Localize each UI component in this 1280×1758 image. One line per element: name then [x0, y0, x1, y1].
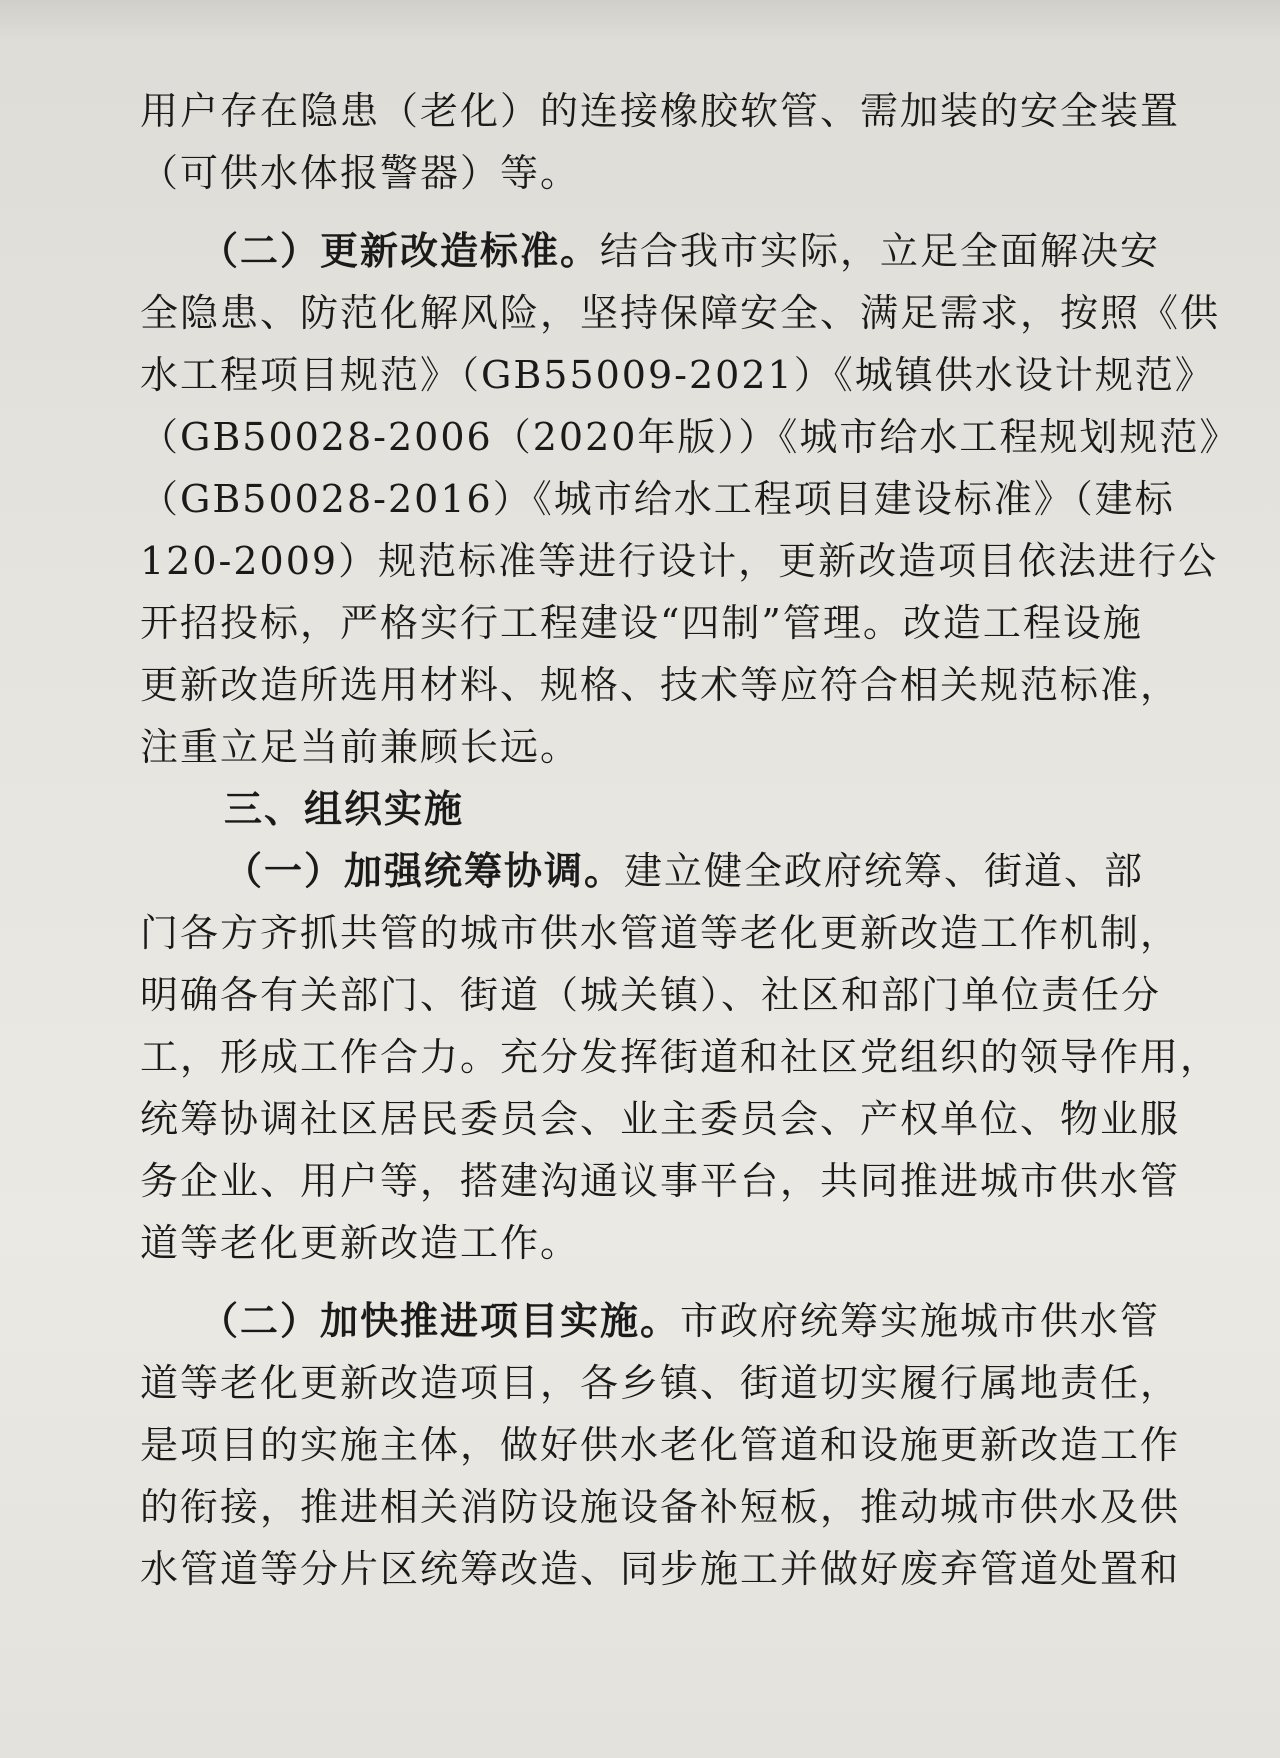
- text-line: 道等老化更新改造项目，各乡镇、街道切实履行属地责任，: [140, 1361, 1181, 1405]
- text-line: 统筹协调社区居民委员会、业主委员会、产权单位、物业服: [140, 1097, 1181, 1141]
- text-line: 开招投标，严格实行工程建设“四制”管理。改造工程设施: [140, 601, 1143, 645]
- section-heading-organize: 三、组织实施: [224, 786, 465, 831]
- text-span: 市政府统筹实施城市供水管: [680, 1299, 1161, 1343]
- paragraph-section-3-2: [140, 1290, 1161, 1352]
- text-line: 明确各有关部门、街道（城关镇）、社区和部门单位责任分: [140, 973, 1162, 1017]
- text-line: 更新改造所选用材料、规格、技术等应符合相关规范标准，: [140, 663, 1181, 707]
- text-line: 120-2009）规范标准等进行设计，更新改造项目依法进行公: [140, 539, 1219, 583]
- paragraph-section-3-1: [140, 840, 1145, 902]
- text-line: 门各方齐抓共管的城市供水管道等老化更新改造工作机制，: [140, 911, 1181, 955]
- paragraph-section-2-2: [140, 220, 1161, 282]
- subheading-update-standard: （二）更新改造标准。: [200, 228, 601, 273]
- text-span: 结合我市实际，立足全面解决安: [600, 229, 1161, 273]
- subheading-coordination: （一）加强统筹协调。: [224, 848, 625, 893]
- paper-edge-shadow: [0, 0, 1280, 40]
- subheading-project-implementation: （二）加快推进项目实施。: [200, 1298, 681, 1343]
- text-line: 道等老化更新改造工作。: [140, 1221, 581, 1265]
- text-line: 工，形成工作合力。充分发挥街道和社区党组织的领导作用，: [140, 1035, 1221, 1079]
- text-line: 水管道等分片区统筹改造、同步施工并做好废弃管道处置和: [140, 1547, 1181, 1591]
- text-line: 水工程项目规范》（GB55009-2021）《城镇供水设计规范》: [140, 353, 1215, 397]
- text-line: 是项目的实施主体，做好供水老化管道和设施更新改造工作: [140, 1423, 1181, 1467]
- text-line: 注重立足当前兼顾长远。: [140, 725, 581, 769]
- text-line: （GB50028-2006（2020年版））《城市给水工程规划规范》: [140, 415, 1240, 459]
- document-body: [140, 80, 1240, 1600]
- text-line: （GB50028-2016）《城市给水工程项目建设标准》（建标: [140, 477, 1175, 521]
- text-line: 的衔接，推进相关消防设施设备补短板，推动城市供水及供: [140, 1485, 1181, 1529]
- text-line: 用户存在隐患（老化）的连接橡胶软管、需加装的安全装置: [140, 89, 1181, 133]
- text-line: （可供水体报警器）等。: [140, 151, 581, 195]
- text-line: 务企业、用户等，搭建沟通议事平台，共同推进城市供水管: [140, 1159, 1181, 1203]
- text-line: 全隐患、防范化解风险，坚持保障安全、满足需求，按照《供: [140, 291, 1221, 335]
- text-span: 建立健全政府统筹、街道、部: [624, 849, 1145, 893]
